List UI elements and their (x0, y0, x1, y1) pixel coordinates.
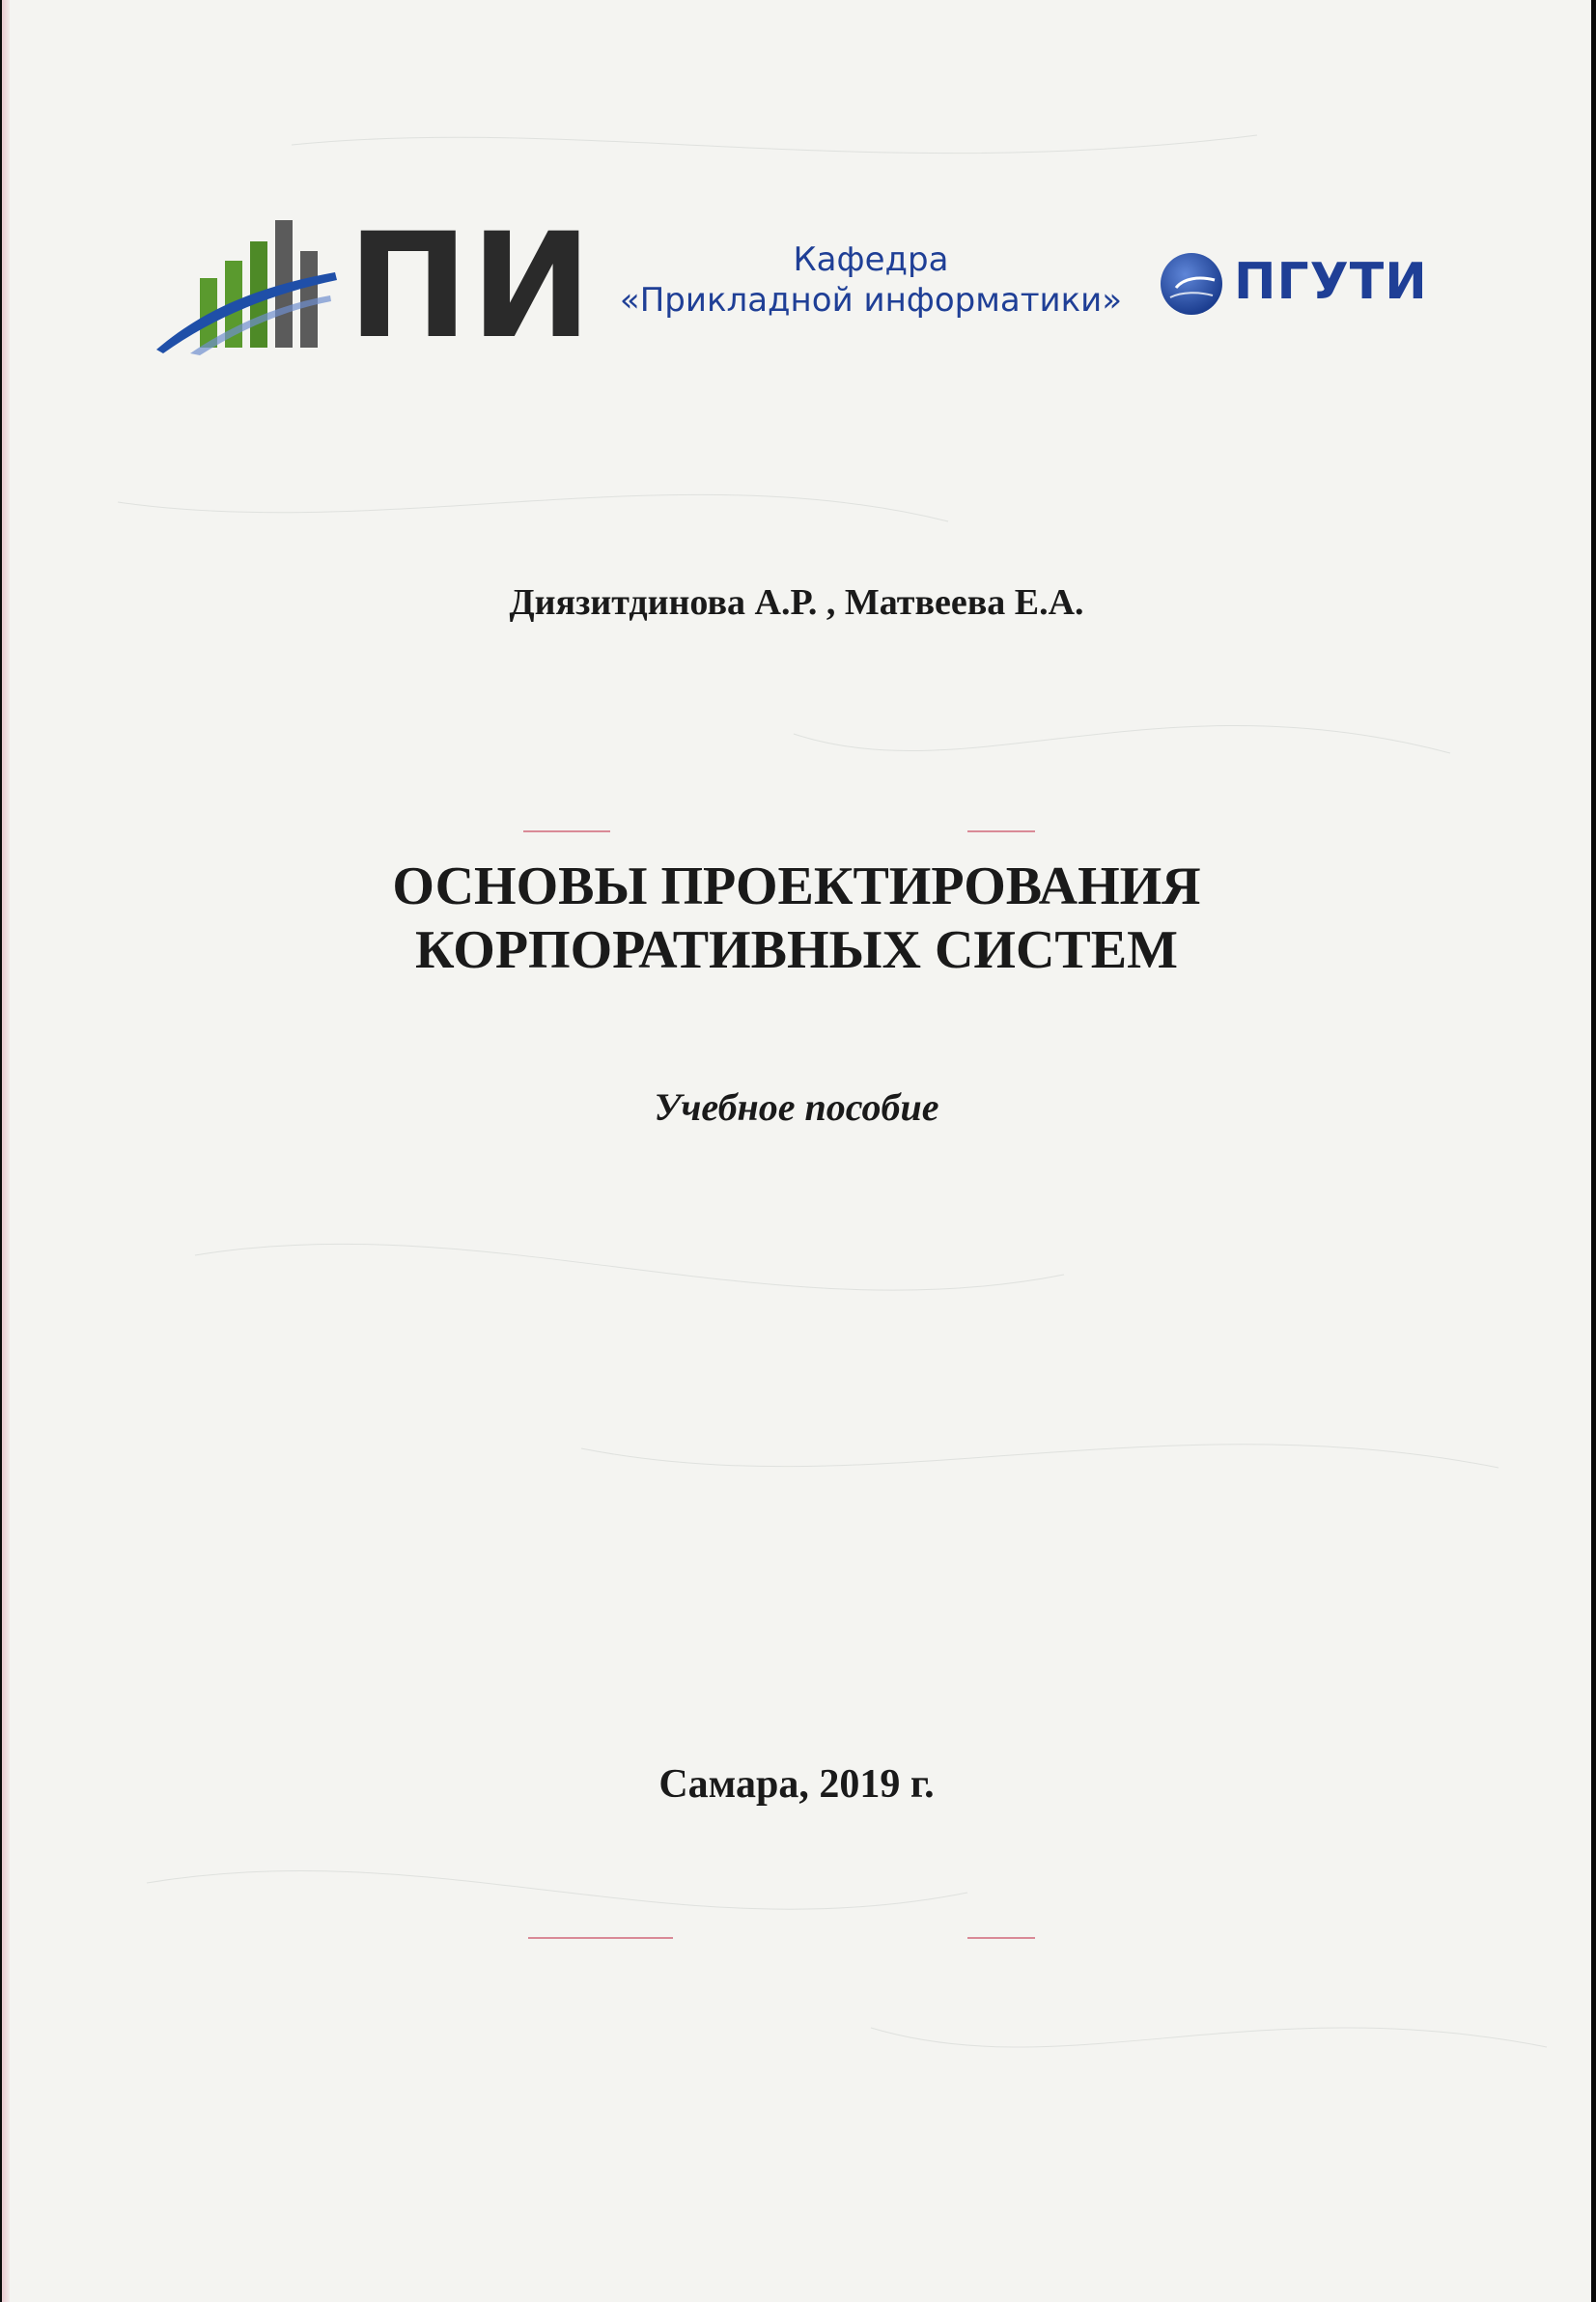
title-line-2: КОРПОРАТИВНЫХ СИСТЕМ (415, 920, 1178, 980)
department-name (601, 239, 1141, 321)
title-line-1: ОСНОВЫ ПРОЕКТИРОВАНИЯ (392, 856, 1201, 916)
pi-logo-text: ПИ (348, 203, 595, 371)
book-subtitle: Учебное пособие (654, 1085, 939, 1129)
decorative-rule (967, 830, 1035, 832)
book-cover (2, 0, 1591, 2302)
department-line-1: Кафедра (793, 240, 949, 279)
book-title (2, 855, 1591, 982)
decorative-rule (528, 1937, 673, 1939)
university-name: ПГУТИ (1234, 253, 1428, 311)
decorative-rule (523, 830, 610, 832)
department-line-2: «Прикладной информатики» (619, 281, 1123, 320)
authors: Диязитдинова А.Р. , Матвеева Е.А. (509, 582, 1084, 623)
pguti-globe-icon (1157, 249, 1226, 319)
decorative-rule (967, 1937, 1035, 1939)
place-and-year: Самара, 2019 г. (658, 1762, 935, 1807)
